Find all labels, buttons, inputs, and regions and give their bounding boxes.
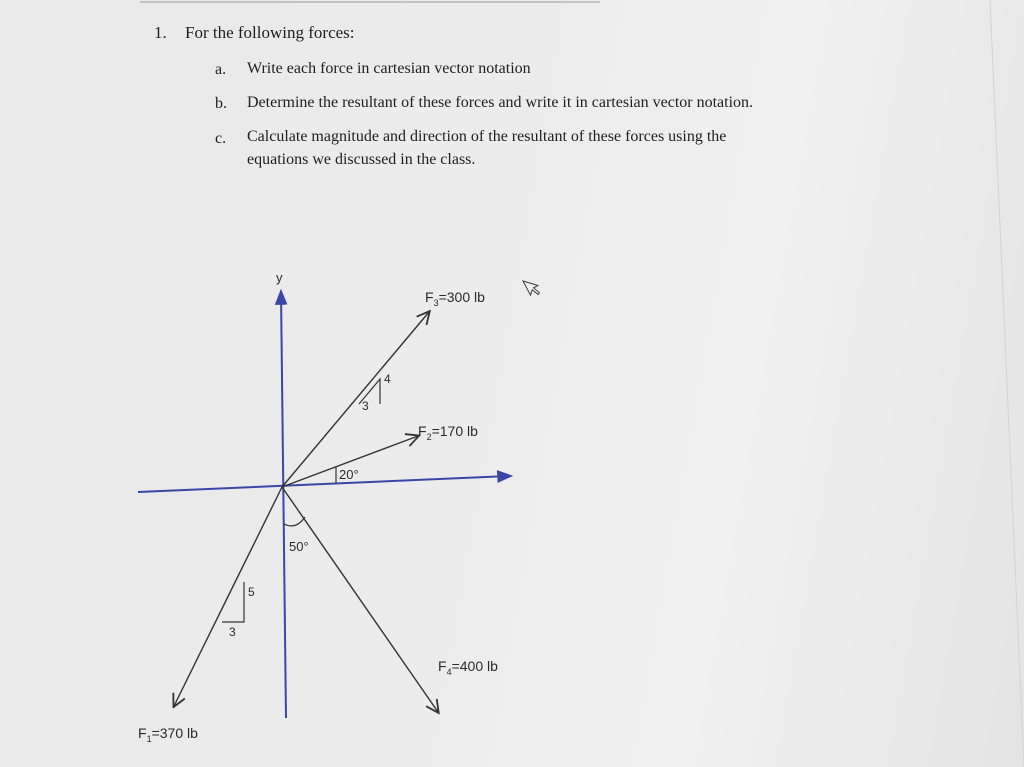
force-f3 bbox=[282, 289, 485, 487]
part-c-text-line2: equations we discussed in the class. bbox=[247, 151, 476, 168]
f1-slope-horizontal: 3 bbox=[229, 625, 236, 639]
force-f1-arrow bbox=[174, 487, 282, 706]
part-a-marker: a. bbox=[215, 61, 227, 78]
force-f1 bbox=[138, 487, 282, 744]
y-axis-label: y bbox=[276, 270, 283, 285]
force-f2-label: $F_2=170$ lb bbox=[418, 423, 478, 442]
question-intro: For the following forces: bbox=[185, 23, 355, 42]
force-f3-arrow bbox=[282, 312, 429, 487]
f4-angle-label: 50° bbox=[289, 539, 309, 554]
f4-angle-arc bbox=[284, 517, 305, 526]
f3-slope-horizontal: 3 bbox=[362, 399, 369, 413]
part-a-text: Write each force in cartesian vector notation bbox=[247, 60, 531, 77]
f2-angle-label: 20° bbox=[339, 467, 359, 482]
x-axis bbox=[138, 476, 510, 492]
part-c-marker: c. bbox=[215, 130, 227, 147]
part-b-marker: b. bbox=[215, 95, 227, 112]
y-axis bbox=[281, 292, 286, 718]
question-number: 1. bbox=[154, 23, 167, 42]
force-f4-arrow bbox=[282, 487, 438, 712]
force-f3-label: $F_3=300$ lb bbox=[425, 289, 485, 308]
force-f4 bbox=[282, 487, 498, 712]
force-f1-label: $F_1=370$ lb bbox=[138, 725, 198, 744]
force-f2 bbox=[282, 423, 478, 487]
force-f4-label: $F_4=400$ lb bbox=[438, 658, 498, 677]
mouse-pointer-icon bbox=[523, 276, 542, 298]
page-edge bbox=[990, 0, 1024, 767]
f3-slope-vertical: 4 bbox=[384, 372, 391, 386]
question-block bbox=[154, 23, 753, 168]
part-b-text: Determine the resultant of these forces and write it in cartesian vector notation. bbox=[247, 94, 754, 111]
f1-slope-vertical: 5 bbox=[248, 585, 255, 599]
part-c-text-line1: Calculate magnitude and direction of the resultant of these forces using the bbox=[247, 128, 727, 145]
axes bbox=[138, 270, 510, 718]
